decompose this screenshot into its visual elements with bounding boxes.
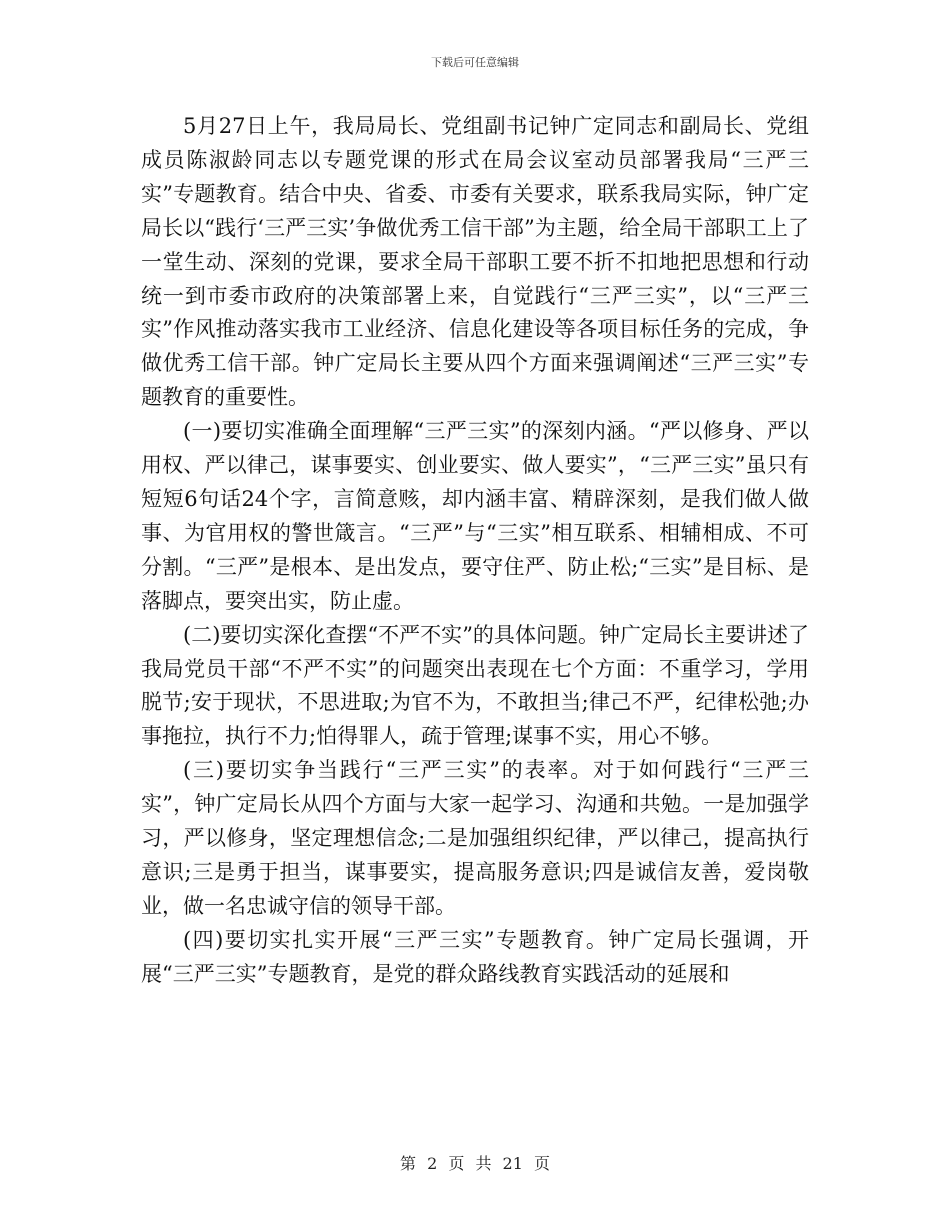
- paragraph-point-3: (三)要切实争当践行“三严三实”的表率。对于如何践行“三严三实”，钟广定局长从四个方面与大家一起学习、沟通和共勉。一是加强学习，严以修身，坚定理想信念;二是加强组织纪律，严以律己，提高执行意识;三是勇于担当，谋事要实，提高服务意识;四是诚信友善，爱岗敬业，做一名忠诚守信的领导干部。: [141, 758, 809, 918]
- page-number-footer: 第 2 页 共 21 页: [400, 1154, 550, 1173]
- paragraph-point-4: (四)要切实扎实开展“三严三实”专题教育。钟广定局长强调，开展“三严三实”专题教育，是党的群众路线教育实践活动的延展和: [141, 927, 809, 986]
- page-header: 下载后可任意编辑: [431, 56, 519, 69]
- document-body: [141, 110, 809, 992]
- paragraph-point-1: (一)要切实准确全面理解“三严三实”的深刻内涵。“严以修身、严以用权、严以律己，谋事要实、创业要实、做人要实”，“三严三实”虽只有短短6句话24个字，言简意赅，却内涵丰富、精辟深刻，是我们做人做事、为官用权的警世箴言。“三严”与“三实”相互联系、相辅相成、不可分割。“三严”是根本、是出发点，要守住严、防止松;“三实”是目标、是落脚点，要突出实，防止虚。: [141, 419, 809, 613]
- paragraph-intro: 5月27日上午，我局局长、党组副书记钟广定同志和副局长、党组成员陈淑龄同志以专题党课的形式在局会议室动员部署我局“三严三实”专题教育。结合中央、省委、市委有关要求，联系我局实际，钟广定局长以“践行‘三严三实’争做优秀工信干部”为主题，给全局干部职工上了一堂生动、深刻的党课，要求全局干部职工要不折不扣地把思想和行动统一到市委市政府的决策部署上来，自觉践行“三严三实”，以“三严三实”作风推动落实我市工业经济、信息化建设等各项目标任务的完成，争做优秀工信干部。钟广定局长主要从四个方面来强调阐述“三严三实”专题教育的重要性。: [141, 114, 809, 410]
- paragraph-point-2: (二)要切实深化查摆“不严不实”的具体问题。钟广定局长主要讲述了我局党员干部“不严不实”的问题突出表现在七个方面：不重学习，学用脱节;安于现状，不思进取;为官不为，不敢担当;律己不严，纪律松弛;办事拖拉，执行不力;怕得罪人，疏于管理;谋事不实，用心不够。: [141, 622, 809, 749]
